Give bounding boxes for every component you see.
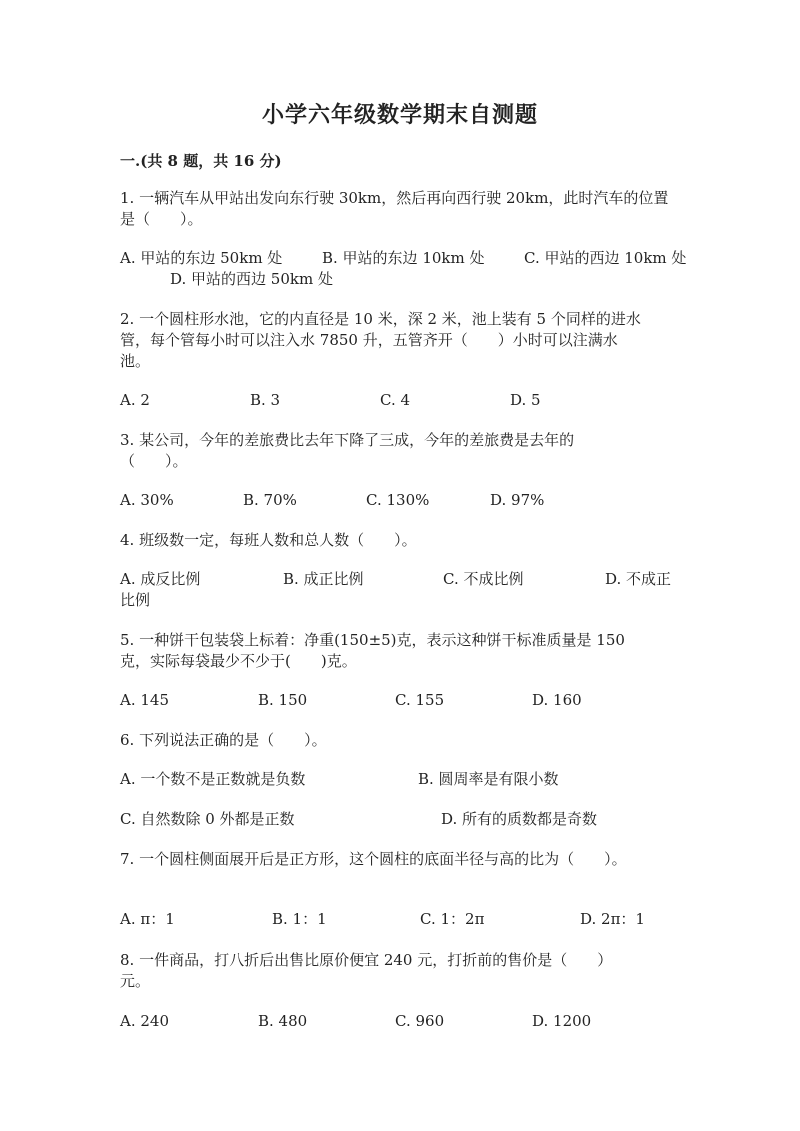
question-1-stem-line-1: 1. 一辆汽车从甲站出发向东行驶 30km，然后再向西行驶 20km，此时汽车的位置 (120, 189, 669, 207)
question-3-option-a: A. 30% (120, 491, 174, 509)
question-6-option-a: A. 一个数不是正数就是负数 (120, 770, 306, 788)
question-1-option-b: B. 甲站的东边 10km 处 (322, 249, 485, 267)
question-8-option-c: C. 960 (395, 1012, 445, 1030)
question-6-option-b: B. 圆周率是有限小数 (418, 770, 559, 788)
question-2-option-d: D. 5 (510, 391, 541, 409)
question-4-option-c: C. 不成比例 (443, 570, 524, 588)
question-5-option-a: A. 145 (120, 691, 169, 709)
question-7-stem-line-1: 7. 一个圆柱侧面展开后是正方形，这个圆柱的底面半径与高的比为（ ）。 (120, 850, 627, 868)
question-1-option-a: A. 甲站的东边 50km 处 (120, 249, 283, 267)
question-5-option-b: B. 150 (258, 691, 308, 709)
question-8-option-d: D. 1200 (532, 1012, 592, 1030)
question-2-option-b: B. 3 (250, 391, 281, 409)
question-2-stem-line-3: 池。 (120, 352, 151, 370)
question-6-stem-line-1: 6. 下列说法正确的是（ ）。 (120, 731, 327, 749)
question-3-option-d: D. 97% (490, 491, 545, 509)
question-5-option-c: C. 155 (395, 691, 445, 709)
question-7-option-c: C. 1：2π (420, 910, 485, 928)
question-4-option-d: D. 不成正 (605, 570, 672, 588)
question-3-option-c: C. 130% (366, 491, 430, 509)
section-heading: 一.(共 8 题，共 16 分) (120, 152, 282, 170)
question-7-option-d: D. 2π：1 (580, 910, 645, 928)
question-3-stem-line-1: 3. 某公司，今年的差旅费比去年下降了三成，今年的差旅费是去年的 (120, 431, 575, 449)
question-5-stem-line-2: 克，实际每袋最少不少于( )克。 (120, 652, 357, 670)
question-4-option-b: B. 成正比例 (283, 570, 364, 588)
question-6-option-c: C. 自然数除 0 外都是正数 (120, 810, 295, 828)
question-1-option-c: C. 甲站的西边 10km 处 (524, 249, 687, 267)
question-1-option-d: D. 甲站的西边 50km 处 (170, 270, 333, 288)
question-4-option-d-continued: 比例 (120, 591, 151, 609)
question-7-option-a: A. π：1 (120, 910, 175, 928)
question-3-option-b: B. 70% (243, 491, 297, 509)
question-2-stem-line-1: 2. 一个圆柱形水池，它的内直径是 10 米，深 2 米，池上装有 5 个同样的进水 (120, 310, 641, 328)
page-title: 小学六年级数学期末自测题 (261, 102, 538, 128)
question-8-option-b: B. 480 (258, 1012, 308, 1030)
question-5-option-d: D. 160 (532, 691, 582, 709)
question-1-stem-line-2: 是（ ）。 (120, 210, 203, 228)
question-4-option-a: A. 成反比例 (120, 570, 201, 588)
question-3-stem-line-2: （ ）。 (120, 452, 188, 470)
question-8-stem-line-2: 元。 (120, 972, 151, 990)
question-8-option-a: A. 240 (120, 1012, 169, 1030)
question-4-stem-line-1: 4. 班级数一定，每班人数和总人数（ ）。 (120, 531, 417, 549)
question-2-stem-line-2: 管，每个管每小时可以注入水 7850 升，五管齐开（ ）小时可以注满水 (120, 331, 618, 349)
question-2-option-c: C. 4 (380, 391, 411, 409)
question-6-option-d: D. 所有的质数都是奇数 (441, 810, 598, 828)
question-5-stem-line-1: 5. 一种饼干包装袋上标着：净重(150±5)克，表示这种饼干标准质量是 150 (120, 631, 625, 649)
question-7-option-b: B. 1：1 (272, 910, 327, 928)
question-8-stem-line-1: 8. 一件商品，打八折后出售比原价便宜 240 元，打折前的售价是（ ） (120, 951, 613, 969)
question-2-option-a: A. 2 (120, 391, 150, 409)
